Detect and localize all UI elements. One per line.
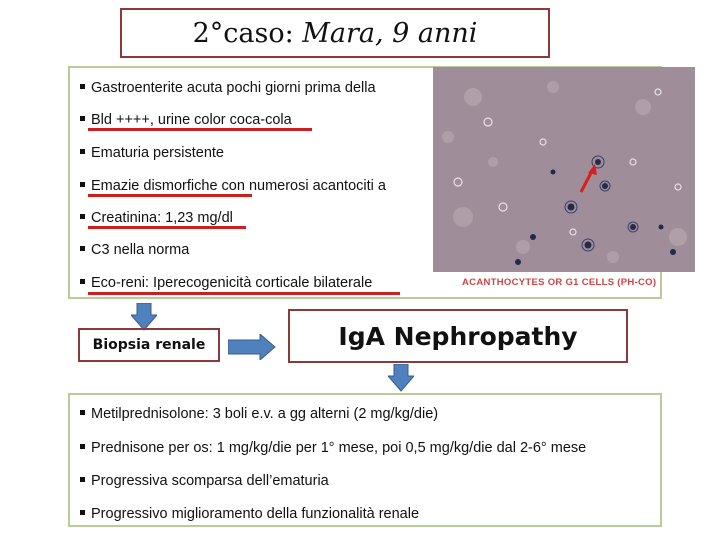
slide-title xyxy=(193,18,478,49)
bullet-icon xyxy=(80,279,85,284)
diagnosis-box xyxy=(288,309,628,363)
finding-item: Bld ++++, urine color coca-cola xyxy=(80,112,292,128)
micrograph-caption: ACANTHOCYTES OR G1 CELLS (PH-CO) xyxy=(462,277,657,288)
finding-item: Creatinina: 1,23 mg/dl xyxy=(80,210,233,226)
right-arrow-icon xyxy=(228,334,276,360)
bullet-icon xyxy=(80,214,85,219)
treatment-item: Progressiva scomparsa dell’ematuria xyxy=(80,473,329,489)
highlight-underline xyxy=(88,128,312,131)
biopsy-box xyxy=(78,328,220,362)
bullet-icon xyxy=(80,84,85,89)
treatment-item: Prednisone per os: 1 mg/kg/die per 1° mese, poi 0,5 mg/kg/die dal 2-6° mese xyxy=(80,440,586,456)
finding-item: Eco-reni: Iperecogenicità corticale bilaterale xyxy=(80,275,372,291)
finding-item: Gastroenterite acuta pochi giorni prima della xyxy=(80,80,376,96)
bullet-icon xyxy=(80,510,85,515)
title-box xyxy=(120,8,550,58)
acanthocytes-micrograph xyxy=(433,67,695,272)
biopsy-label: Biopsia renale xyxy=(92,337,206,353)
diagnosis-label: IgA Nephropathy xyxy=(338,321,578,351)
treatment-item: Progressivo miglioramento della funzionalità renale xyxy=(80,506,419,522)
finding-item: C3 nella norma xyxy=(80,242,189,258)
title-italic: Mara, 9 anni xyxy=(302,17,478,49)
finding-item: Emazie dismorfiche con numerosi acantociti a xyxy=(80,178,386,194)
highlight-underline xyxy=(88,226,246,229)
bullet-icon xyxy=(80,444,85,449)
highlight-underline xyxy=(88,194,252,197)
bullet-icon xyxy=(80,182,85,187)
bullet-icon xyxy=(80,149,85,154)
treatment-item: Metilprednisolone: 3 boli e.v. a gg alterni (2 mg/kg/die) xyxy=(80,406,438,422)
down-arrow-icon xyxy=(131,303,157,331)
bullet-icon xyxy=(80,246,85,251)
micrograph-image xyxy=(433,67,695,272)
down-arrow-icon xyxy=(388,364,414,392)
bullet-icon xyxy=(80,116,85,121)
highlight-underline xyxy=(88,292,400,295)
title-main: 2°caso: xyxy=(192,17,303,49)
finding-item: Ematuria persistente xyxy=(80,145,224,161)
bullet-icon xyxy=(80,410,85,415)
bullet-icon xyxy=(80,477,85,482)
